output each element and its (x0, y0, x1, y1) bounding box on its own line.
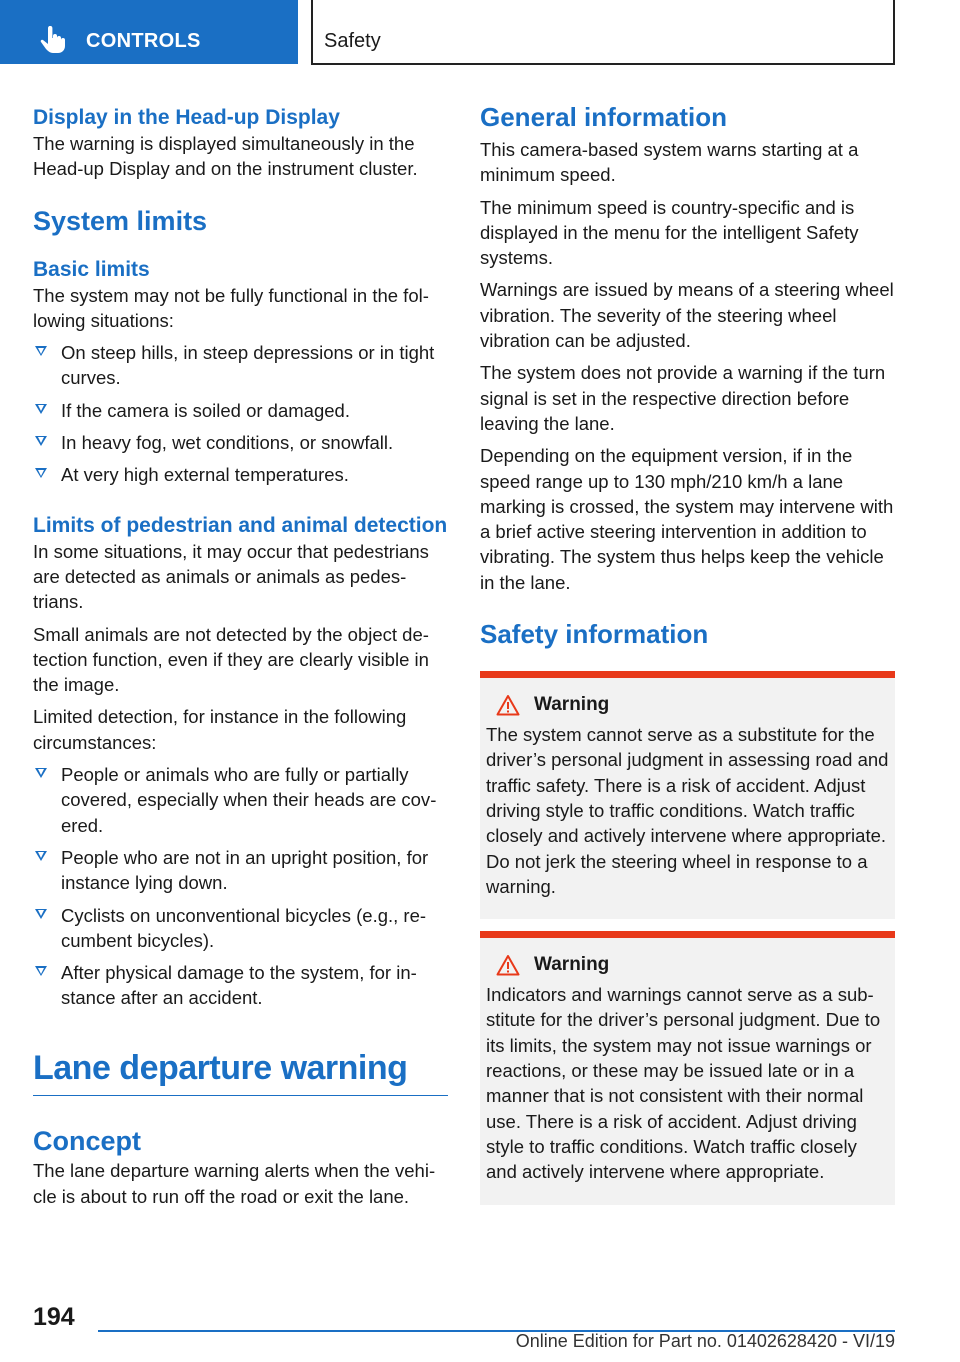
list-item: In heavy fog, wet conditions, or snowfall. (33, 430, 448, 455)
left-column (33, 100, 448, 1209)
general-paragraph-1: This camera-based system warns starting at a minimum speed. (480, 139, 859, 186)
header-right-border (893, 0, 895, 64)
bullet-triangle-icon (35, 966, 47, 976)
list-item: On steep hills, in steep depressions or in tight curves. (33, 340, 448, 391)
pedestrian-limits-list (33, 762, 448, 1011)
general-info-heading: General information (480, 102, 728, 132)
general-paragraph-2: The minimum speed is country-specific and is displayed in the menu for the intelligent Safety systems. (480, 196, 859, 269)
chapter-tab[interactable] (0, 0, 298, 64)
warning-triangle-icon (496, 694, 520, 716)
system-limits-heading: System limits (33, 205, 208, 236)
edition-text: Online Edition for Part no. 01402628420 - VI/19 (515, 1331, 895, 1351)
bullet-triangle-icon (35, 404, 47, 414)
list-item: After physical damage to the system, for instance after an accident. (33, 960, 448, 1011)
list-item: Cyclists on unconventional bicycles (e.g., recumbent bicycles). (33, 903, 448, 954)
warning-text: Indicators and warnings cannot serve as a substitute for the driver’s personal judgment. Due to its limits, the system may not issue warnings or reactions, or these may be issued late or in a manner that is not consistent with their normal use. There is a risk of accident. Adjust driving style to traffic conditions. Watch traffic closely and actively intervene where appropriate. (486, 984, 881, 1183)
bullet-triangle-icon (35, 768, 47, 778)
bullet-triangle-icon (35, 346, 47, 356)
warning-label: Warning (534, 694, 610, 716)
warning-text: The system cannot serve as a substitute for the driver’s personal judgment in assessing road and traffic safety. There is a risk of accident. Adjust driving style to traffic conditions. Watch traffic closely and actively intervene where appropriate. Do not jerk the steering wheel in response to a warning. (486, 724, 889, 897)
list-item: If the camera is soiled or damaged. (33, 398, 448, 423)
warning-box (480, 671, 895, 919)
basic-limits-heading: Basic limits (33, 257, 150, 281)
pedestrian-paragraph-2: Small animals are not detected by the object detection function, even if they are clearly visible in the image. (33, 623, 429, 696)
lane-departure-heading: Lane departure warning (33, 1048, 408, 1087)
bullet-triangle-icon (35, 436, 47, 446)
heading-rule (33, 1095, 448, 1097)
right-column (480, 100, 895, 1205)
general-paragraph-4: The system does not provide a warning if the turn signal is set in the respective direction before leaving the lane. (480, 362, 886, 434)
pedestrian-paragraph-3: Limited detection, for instance in the following circumstances: (33, 706, 407, 753)
chapter-label: CONTROLS (86, 30, 201, 52)
section-title: Safety (324, 30, 381, 52)
concept-paragraph: The lane departure warning alerts when the vehicle is about to run off the road or exit the lane. (33, 1160, 436, 1207)
general-paragraph-5: Depending on the equipment version, if in the speed range up to 130 mph/210 km/h a lane marking is crossed, the system may intervene with a brief active steering intervention in addition to vibrating. The system thus helps keep the vehicle in the lane. (480, 445, 894, 593)
safety-info-heading: Safety information (480, 619, 709, 650)
warning-header (496, 954, 889, 976)
pedestrian-paragraph-1: In some situations, it may occur that pedestrians are detected as animals or animals as pedestrians. (33, 540, 429, 613)
basic-limits-intro: The system may not be fully functional in the following situations: (33, 284, 429, 331)
general-paragraph-3: Warnings are issued by means of a steering wheel vibration. The severity of the steering wheel vibration can be adjusted. (480, 279, 894, 352)
list-item: At very high external temperatures. (33, 462, 448, 487)
bullet-triangle-icon (35, 909, 47, 919)
pedestrian-limits-heading: Limits of pedestrian and animal detection (33, 513, 448, 537)
warning-box (480, 931, 895, 1204)
warning-label: Warning (534, 954, 610, 976)
bullet-triangle-icon (35, 468, 47, 478)
hud-heading: Display in the Head-up Display (33, 106, 340, 129)
hud-paragraph: The warning is displayed simultaneously in the Head-up Display and on the instrument cluster. (33, 133, 418, 180)
header-divider (311, 0, 313, 64)
bullet-triangle-icon (35, 851, 47, 861)
list-item: People or animals who are fully or partially covered, especially when their heads are covered. (33, 762, 448, 838)
warning-triangle-icon (496, 954, 520, 976)
page-number: 194 (33, 1303, 75, 1331)
warning-header (496, 694, 889, 716)
header-underline (311, 63, 895, 65)
list-item: People who are not in an upright position, for instance lying down. (33, 845, 448, 896)
concept-heading: Concept (33, 1126, 141, 1157)
hand-pointer-icon (40, 26, 66, 54)
basic-limits-list (33, 340, 448, 487)
